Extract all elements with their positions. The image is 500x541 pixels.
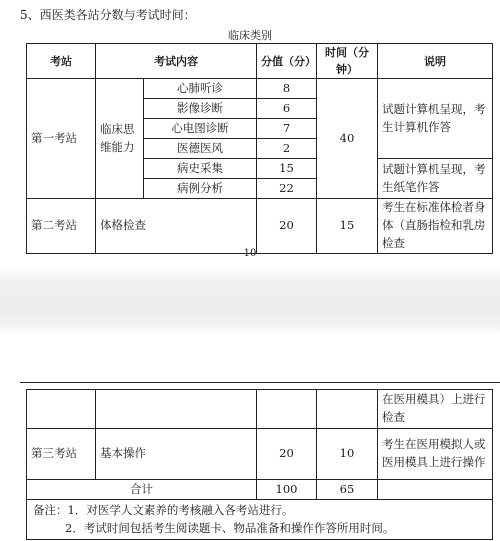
page-top-rule	[20, 382, 500, 383]
header-score: 分值（分）	[257, 44, 317, 79]
table-row	[27, 79, 493, 99]
station2-note-continued: 在医用模具）上进行检查	[378, 390, 493, 429]
station1-time: 40	[317, 79, 378, 199]
subitem-name: 影像诊断	[144, 99, 257, 119]
subitem-score: 7	[257, 119, 317, 139]
subitem-name: 病例分析	[144, 179, 257, 199]
subitem-score: 22	[257, 179, 317, 199]
table-row	[27, 390, 493, 429]
subitem-score: 2	[257, 139, 317, 159]
total-label: 合计	[27, 480, 257, 500]
header-time: 时间（分钟）	[317, 44, 378, 79]
station3-name: 第三考站	[27, 429, 96, 480]
subitem-name: 心肺听诊	[144, 79, 257, 99]
subitem-name: 病史采集	[144, 159, 257, 179]
station1-note-a: 试题计算机呈现，考生计算机作答	[378, 79, 493, 159]
station2-content: 体格检查	[96, 199, 257, 253]
remarks	[27, 500, 493, 540]
remark-line: 2．考试时间包括考生阅读题卡、物品准备和操作作答所用时间。	[65, 521, 395, 536]
section-heading: 5、西医类各站分数与考试时间：	[20, 8, 196, 22]
total-time: 65	[317, 480, 378, 500]
station2-name: 第二考站	[27, 199, 96, 253]
header-content: 考试内容	[96, 44, 257, 79]
station1-note-b: 试题计算机呈现，考生纸笔作答	[378, 159, 493, 199]
subitem-name: 医德医风	[144, 139, 257, 159]
station2-time: 15	[317, 199, 378, 253]
station1-name: 第一考站	[27, 79, 96, 199]
table-row	[27, 199, 493, 253]
table-header-row	[27, 44, 493, 79]
page-number: 10	[243, 248, 257, 259]
station3-content: 基本操作	[96, 429, 257, 480]
table-row	[27, 429, 493, 480]
header-notes: 说明	[378, 44, 493, 79]
subitem-score: 6	[257, 99, 317, 119]
station1-group: 临床思维能力	[96, 79, 144, 199]
exam-table-part1	[26, 43, 493, 254]
exam-table-part2	[26, 389, 493, 540]
page-break	[0, 268, 500, 336]
header-station: 考站	[27, 44, 96, 79]
station2-score: 20	[257, 199, 317, 253]
station3-note: 考生在医用模拟人或医用模具上进行操作	[378, 429, 493, 480]
table-caption: 临床类别	[228, 29, 272, 42]
subitem-score: 15	[257, 159, 317, 179]
table-row	[27, 500, 493, 540]
subitem-name: 心电图诊断	[144, 119, 257, 139]
total-score: 100	[257, 480, 317, 500]
table-row	[27, 480, 493, 500]
station3-score: 20	[257, 429, 317, 480]
station3-time: 10	[317, 429, 378, 480]
station2-note: 考生在标准体检者身体（直肠指检和乳房检查	[378, 199, 493, 253]
subitem-score: 8	[257, 79, 317, 99]
remark-line: 备注：1．对医学人文素养的考核融入各考站进行。	[33, 503, 294, 517]
